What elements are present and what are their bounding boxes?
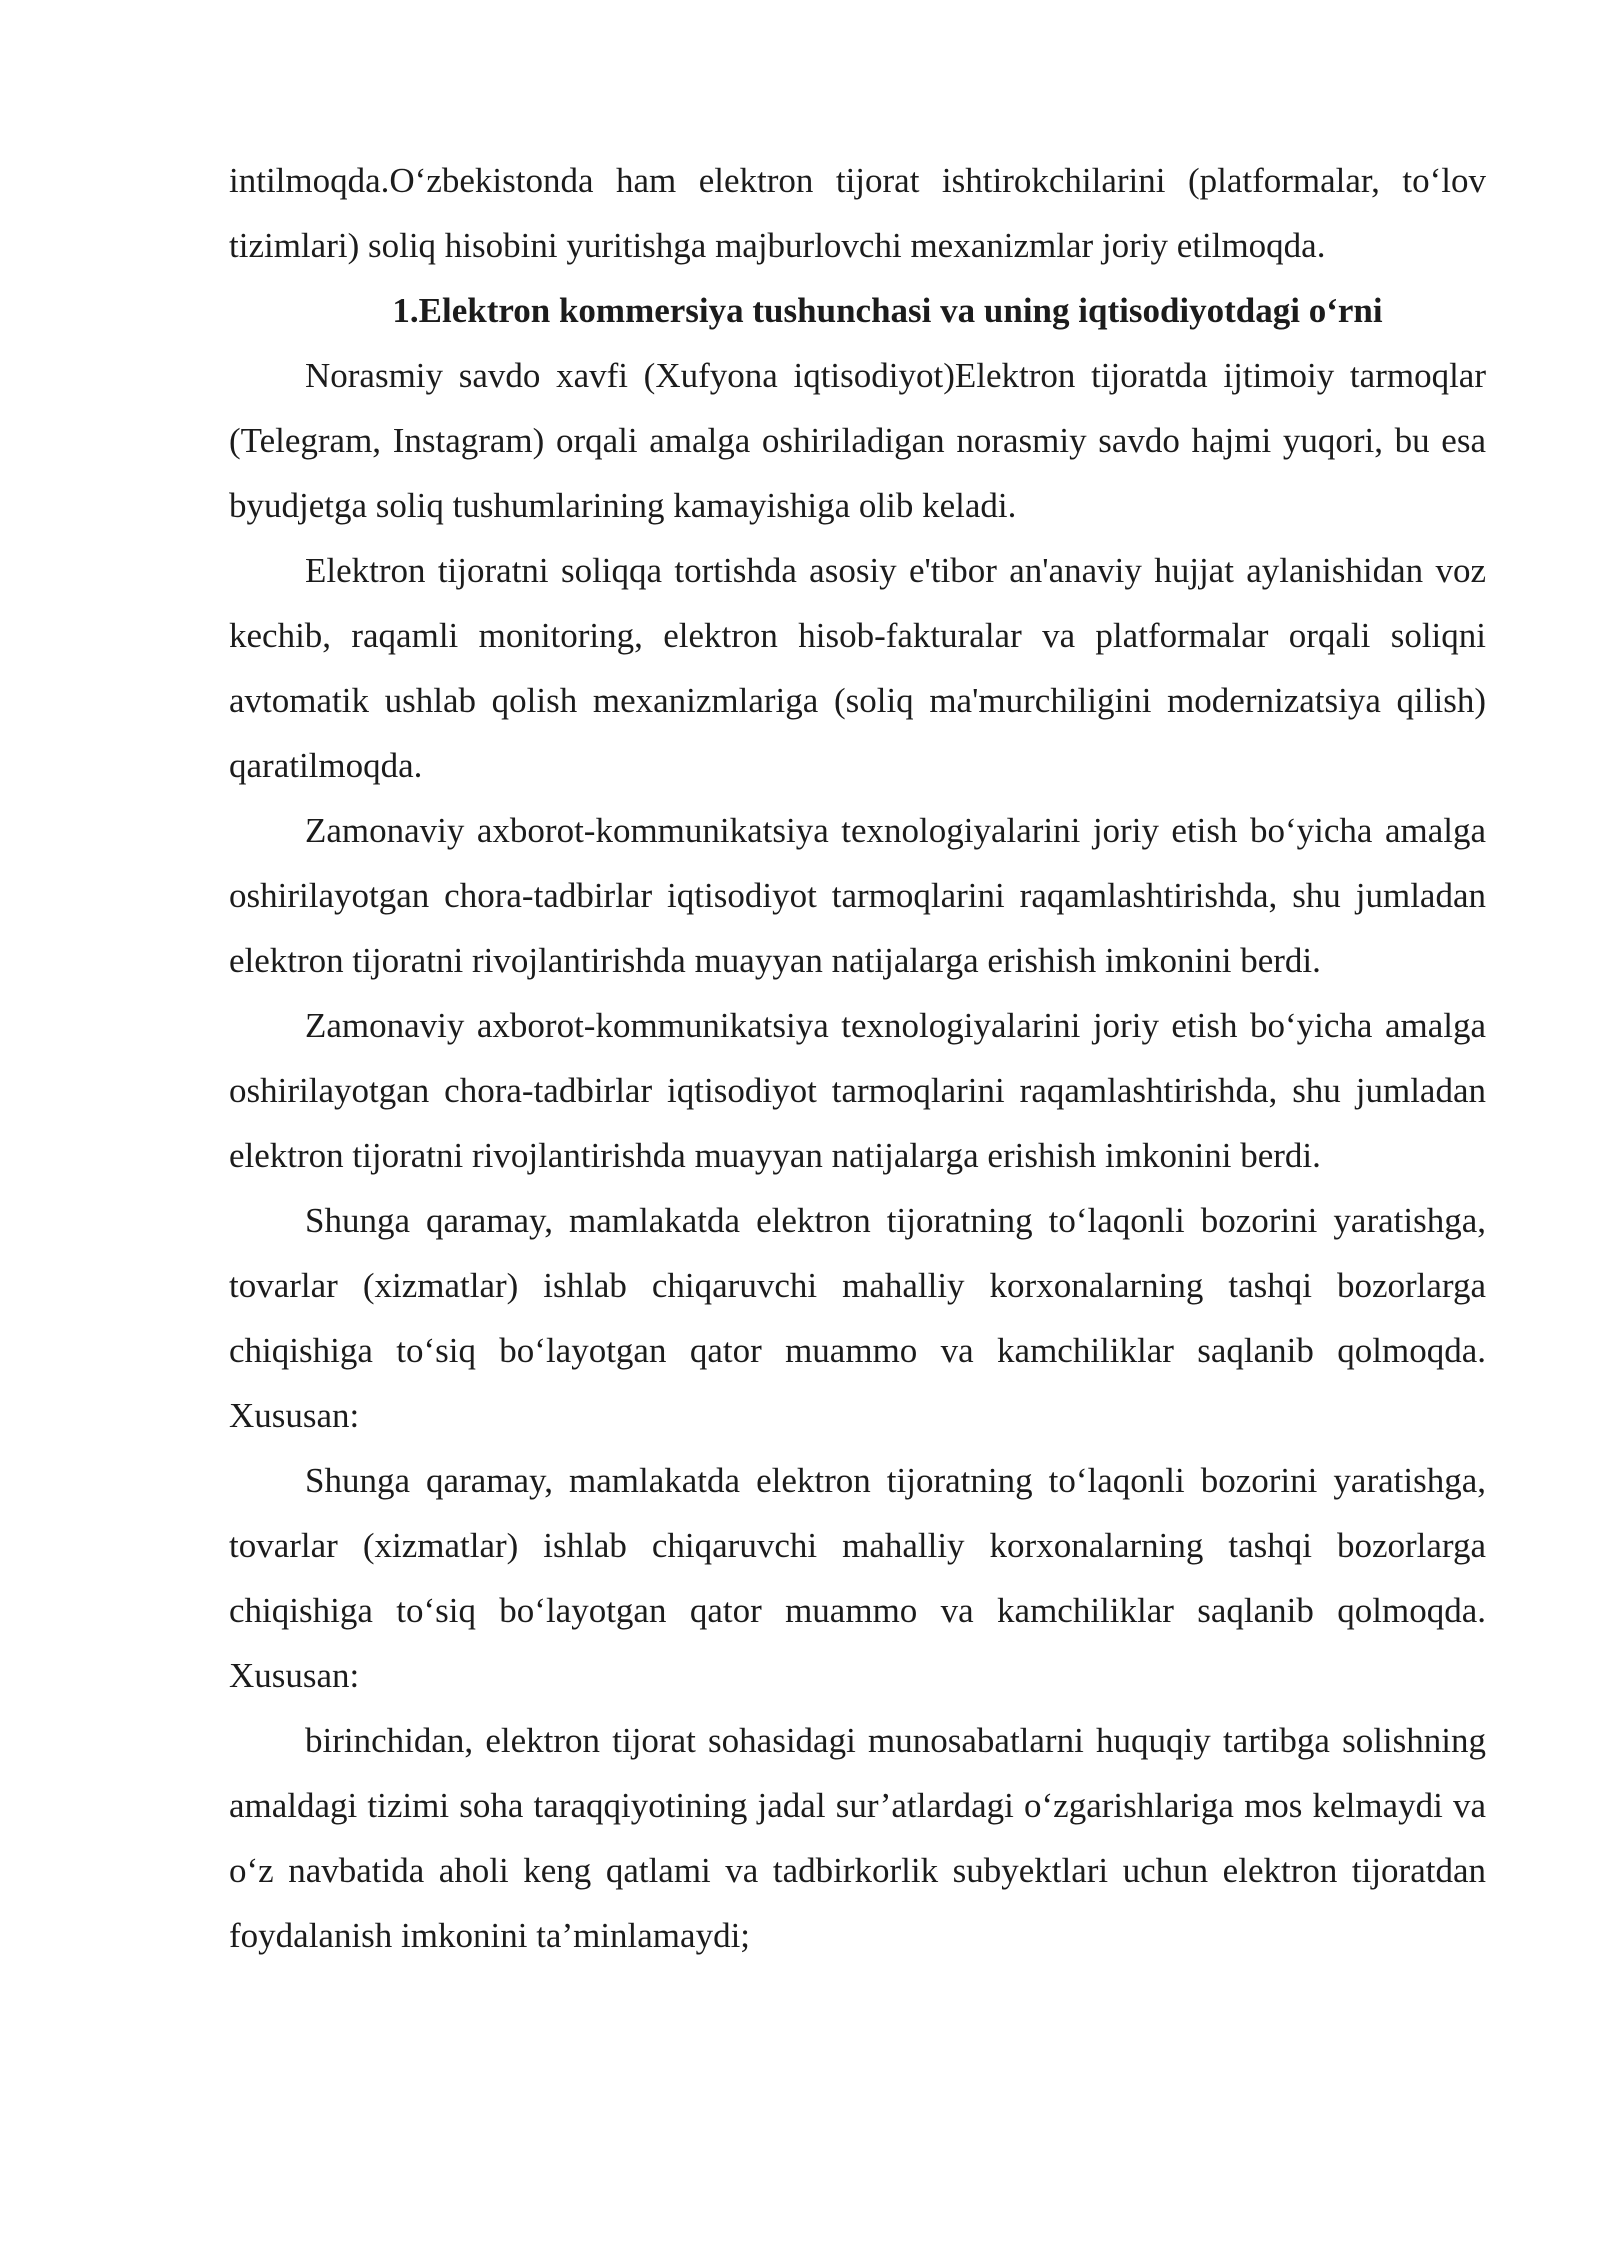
paragraph: Shunga qaramay, mamlakatda elektron tijoratning to‘laqonli bozorini yaratishga, tovarlar (xizmatlar) ishlab chiqaruvchi mahalliy korxonalarning tashqi bozorlarga chiqishiga to‘siq bo‘layotgan qator muammo va kamchiliklar saqlanib qolmoqda. Xususan: — [229, 1461, 1486, 1695]
intro-paragraph: intilmoqda.O‘zbekistonda ham elektron tijorat ishtirokchilarini (platformalar, to‘lov tizimlari) soliq hisobini yuritishga majburlovchi mexanizmlar joriy etilmoqda. — [229, 161, 1486, 265]
paragraph: Zamonaviy axborot-kommunikatsiya texnologiyalarini joriy etish bo‘yicha amalga oshirilayotgan chora-tadbirlar iqtisodiyot tarmoqlarini raqamlashtirishda, shu jumladan elektron tijoratni rivojlantirishda muayyan natijalarga erishish imkonini berdi. — [229, 1006, 1486, 1175]
paragraph: Zamonaviy axborot-kommunikatsiya texnologiyalarini joriy etish bo‘yicha amalga oshirilayotgan chora-tadbirlar iqtisodiyot tarmoqlarini raqamlashtirishda, shu jumladan elektron tijoratni rivojlantirishda muayyan natijalarga erishish imkonini berdi. — [229, 811, 1486, 980]
paragraph: Norasmiy savdo xavfi (Xufyona iqtisodiyot)Elektron tijoratda ijtimoiy tarmoqlar (Telegram, Instagram) orqali amalga oshiriladigan norasmiy savdo hajmi yuqori, bu esa byudjetga soliq tushumlarining kamayishiga olib keladi. — [229, 356, 1486, 525]
document-page — [229, 148, 1486, 1968]
paragraph: Elektron tijoratni soliqqa tortishda asosiy e'tibor an'anaviy hujjat aylanishidan voz kechib, raqamli monitoring, elektron hisob-fakturalar va platformalar orqali soliqni avtomatik ushlab qolish mexanizmlariga (soliq ma'murchiligini modernizatsiya qilish) qaratilmoqda. — [229, 551, 1486, 785]
paragraph: Shunga qaramay, mamlakatda elektron tijoratning to‘laqonli bozorini yaratishga, tovarlar (xizmatlar) ishlab chiqaruvchi mahalliy korxonalarning tashqi bozorlarga chiqishiga to‘siq bo‘layotgan qator muammo va kamchiliklar saqlanib qolmoqda. Xususan: — [229, 1201, 1486, 1435]
section-heading: 1.Elektron kommersiya tushunchasi va uning iqtisodiyotdagi o‘rni — [392, 291, 1383, 330]
paragraph: birinchidan, elektron tijorat sohasidagi munosabatlarni huquqiy tartibga solishning amaldagi tizimi soha taraqqiyotining jadal sur’atlardagi o‘zgarishlariga mos kelmaydi va o‘z navbatida aholi keng qatlami va tadbirkorlik subyektlari uchun elektron tijoratdan foydalanish imkonini ta’minlamaydi; — [229, 1721, 1486, 1955]
